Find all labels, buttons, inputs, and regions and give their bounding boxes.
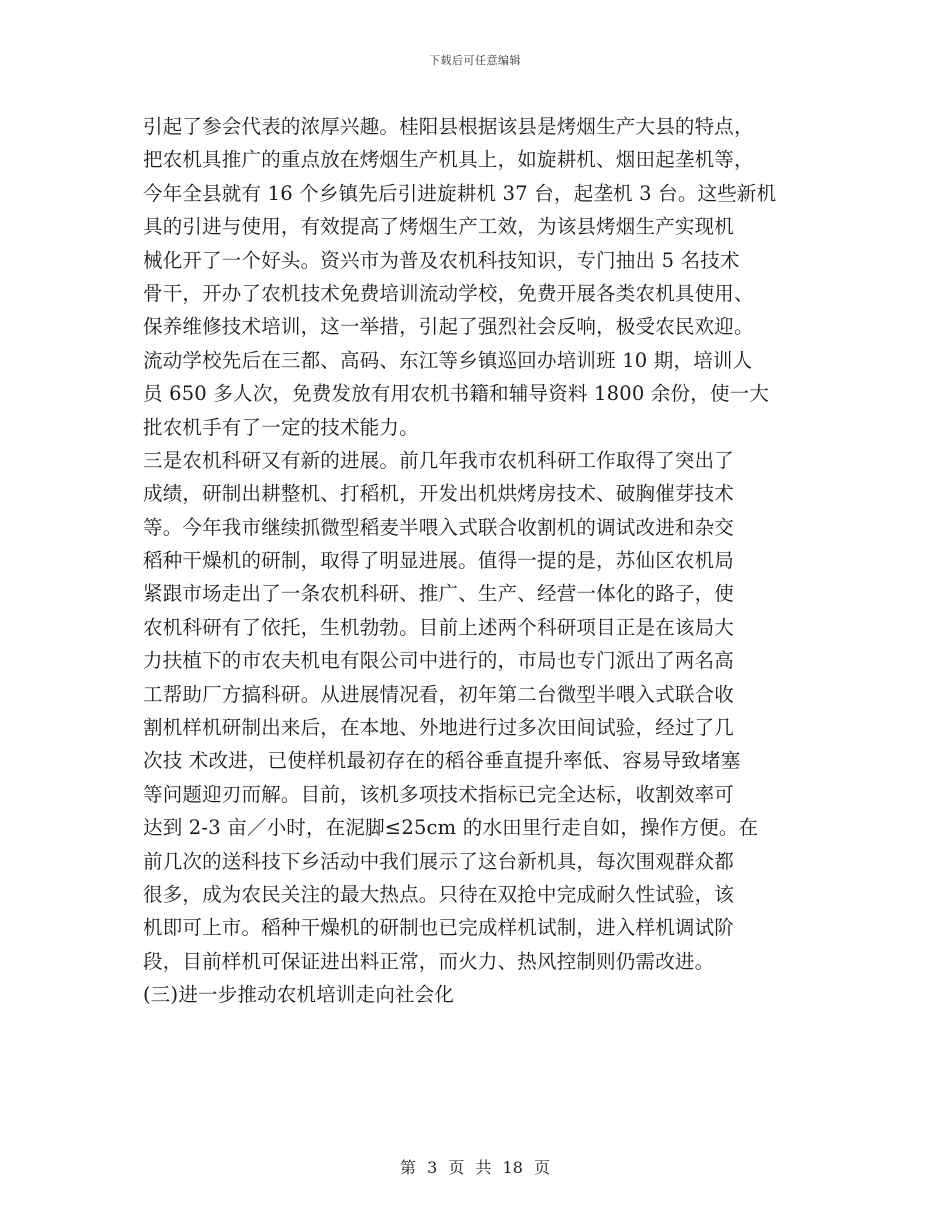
text-line: 机即可上市。稻种干燥机的研制也已完成样机试制，进入样机调试阶 (143, 916, 735, 940)
text-line: 把农机具推广的重点放在烤烟生产机具上，如旋耕机、烟田起垄机等， (143, 148, 754, 172)
text-line: 达到 2-3 亩／小时，在泥脚≤25cm 的水田里行走自如，操作方便。在 (143, 816, 759, 840)
text-line: 割机样机研制出来后，在本地、外地进行过多次田间试验，经过了几 (143, 716, 735, 740)
text-line: 具的引进与使用，有效提高了烤烟生产工效，为该县烤烟生产实现机 (143, 215, 735, 239)
text-line: 流动学校先后在三都、高码、东江等乡镇巡回办培训班 10 期，培训人 (143, 348, 753, 372)
text-line: 三是农机科研又有新的进展。前几年我市农机科研工作取得了突出了 (143, 448, 735, 472)
text-line: 今年全县就有 16 个乡镇先后引进旋耕机 37 台，起垄机 3 台。这些新机 (143, 181, 777, 205)
text-line: 很多，成为农民关注的最大热点。只待在双抢中完成耐久性试验，该 (143, 882, 735, 906)
text-line: 紧跟市场走出了一条农机科研、推广、生产、经营一体化的路子，使 (143, 582, 735, 606)
text-line: 械化开了一个好头。资兴市为普及农机科技知识，专门抽出 5 名技术 (143, 248, 740, 272)
page-header-note: 下载后可任意编辑 (429, 54, 521, 67)
section-heading: (三)进一步推动农机培训走向社会化 (143, 983, 455, 1007)
document-body (143, 110, 811, 1012)
text-line: 段，目前样机可保证进出料正常，而火力、热风控制则仍需改进。 (143, 949, 715, 973)
text-line: 引起了参会代表的浓厚兴趣。桂阳县根据该县是烤烟生产大县的特点， (143, 115, 754, 138)
text-line: 稻种干燥机的研制，取得了明显进展。值得一提的是，苏仙区农机局 (143, 549, 735, 573)
text-line: 员 650 多人次，免费发放有用农机书籍和辅导资料 1800 余份，使一大 (143, 382, 770, 406)
text-line: 工帮助厂方搞科研。从进展情况看，初年第二台微型半喂入式联合收 (143, 682, 735, 706)
text-line: 保养维修技术培训，这一举措，引起了强烈社会反响，极受农民欢迎。 (143, 315, 754, 339)
text-line: 等问题迎刃而解。目前，该机多项技术指标已完全达标，收割效率可 (143, 782, 735, 806)
text-line: 农机科研有了依托，生机勃勃。目前上述两个科研项目正是在该局大 (143, 615, 735, 639)
text-line: 力扶植下的市农夫机电有限公司中进行的，市局也专门派出了两名高 (143, 649, 735, 673)
page-number-footer: 第 3 页 共 18 页 (400, 1158, 550, 1177)
text-line: 前几次的送科技下乡活动中我们展示了这台新机具，每次围观群众都 (143, 849, 735, 873)
text-line: 批农机手有了一定的技术能力。 (143, 415, 419, 439)
text-line: 等。今年我市继续抓微型稻麦半喂入式联合收割机的调试改进和杂交 (143, 515, 735, 539)
text-line: 骨干，开办了农机技术免费培训流动学校，免费开展各类农机具使用、 (143, 281, 754, 305)
text-line: 次技 术改进，已使样机最初存在的稻谷垂直提升率低、容易导致堵塞 (143, 749, 741, 773)
text-line: 成绩，研制出耕整机、打稻机，开发出机烘烤房技术、破胸催芽技术 (143, 482, 735, 506)
